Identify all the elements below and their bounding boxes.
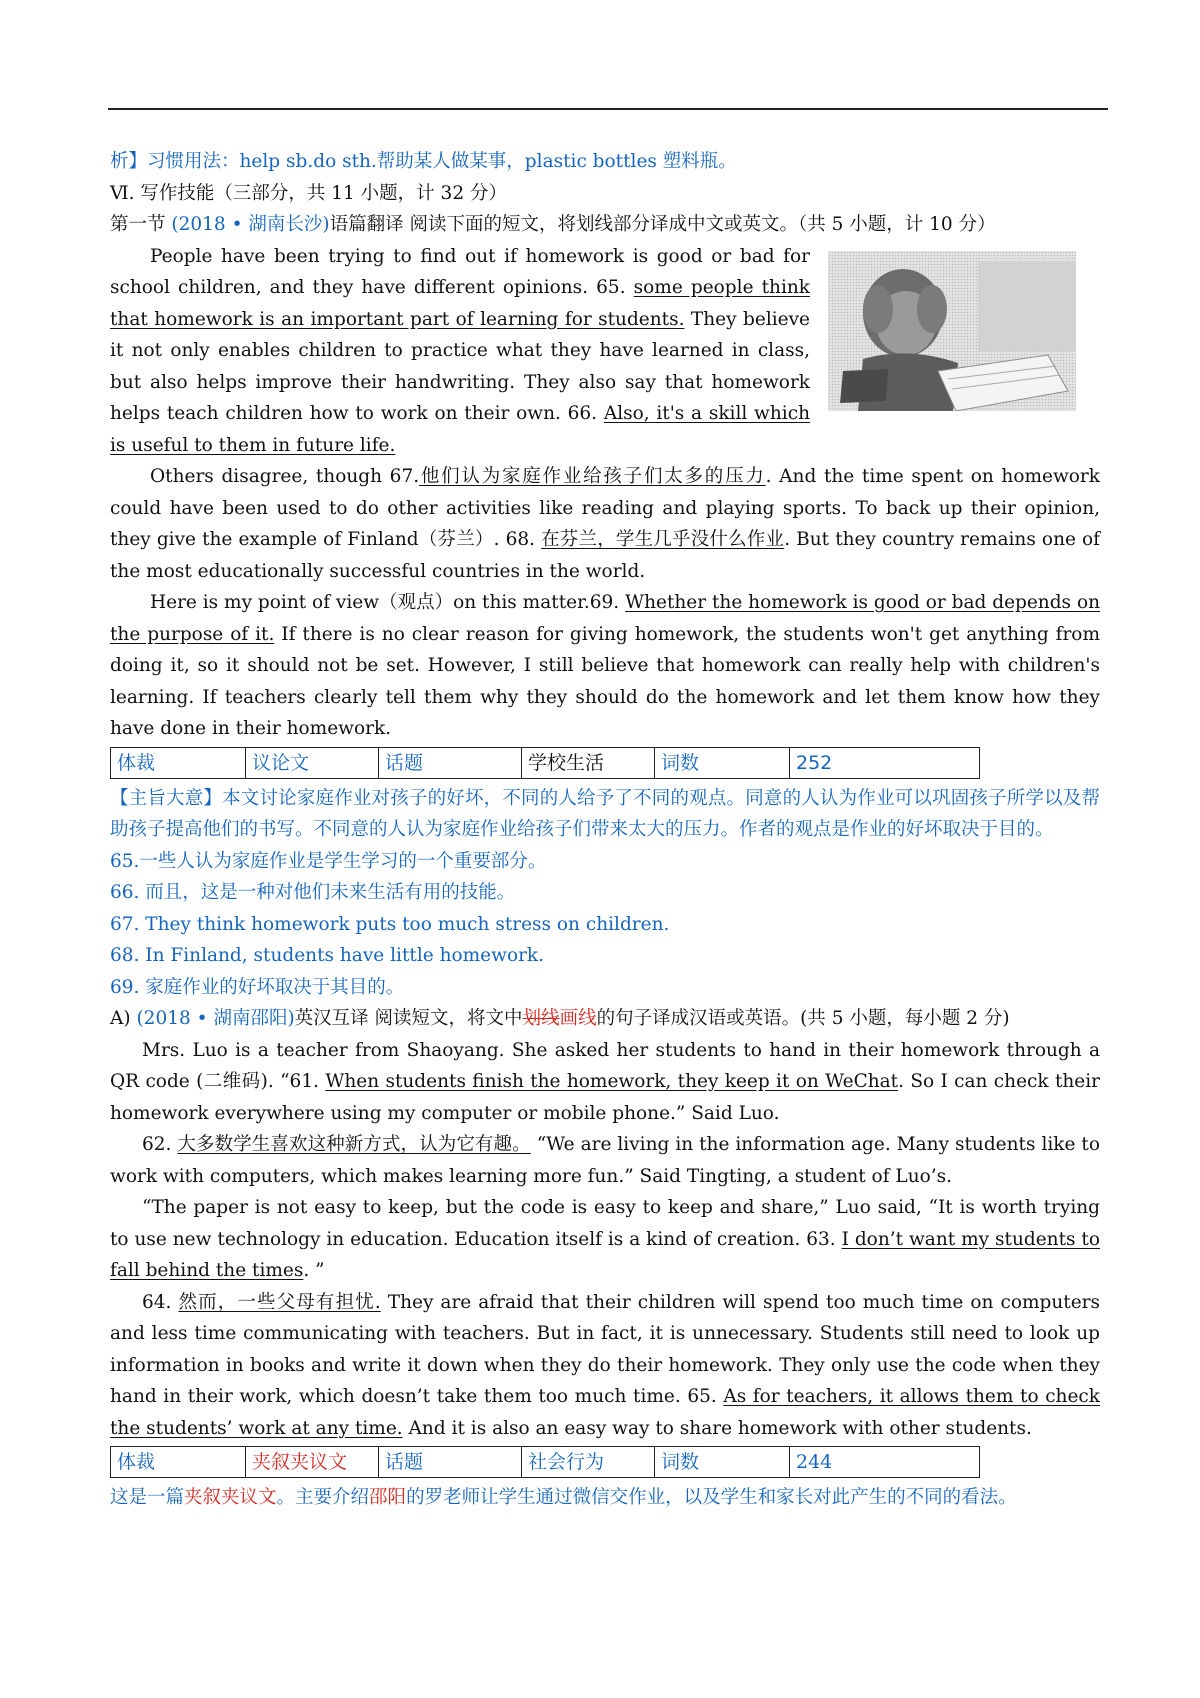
p1-text-a: People have been trying to find out if homework is good or bad for school children, and they have different opinions. 65. — [110, 245, 810, 298]
p3-text-b: If there is no clear reason for giving homework, the students won't get anything from doing it, so it should not be set. However, I still believe that homework can really help with children's learning. If teachers clearly tell them why they should do the homework and let them know how they have done in their homework. — [110, 623, 1100, 739]
corrected-word: 画线 — [559, 1008, 597, 1029]
p3-text-a: Here is my point of view（观点）on this matter.69. — [150, 592, 626, 613]
p2-text-b: . And the time spent on homework could have been used to do other activities like reading and playing sports. To back up their opinion, they give the example of Finland（芬兰）. 68. — [110, 466, 1100, 550]
boy-doing-homework-photo — [828, 251, 1076, 411]
pa4-text-c: And it is also an easy way to share homework with other students. — [402, 1417, 1032, 1439]
count-label: 词数 — [655, 747, 790, 778]
part-a-paragraph-1 — [110, 1035, 1100, 1130]
topic-label: 话题 — [379, 747, 522, 778]
part-a-label: A) — [110, 1008, 131, 1029]
analysis-line: 析】习惯用法：help sb.do sth.帮助某人做某事，plastic bottles 塑料瓶。 — [110, 151, 737, 172]
pa4-text-b: They are afraid that their children will spend too much time on computers and less time communicating with teachers. But in fact, it is unnecessary. Students still need to look up information in books and write it down when they do their homework. They only use the code when they hand in their work, which doesn’t take them too much time. 65. — [110, 1291, 1100, 1407]
underlined-63: I don’t want my students to fall behind the times — [110, 1228, 1100, 1281]
part1-source: (2018 • 湖南长沙) — [171, 214, 330, 235]
count-label: 词数 — [655, 1447, 790, 1478]
answer-66: 66. 而且，这是一种对他们未来生活有用的技能。 — [110, 882, 516, 903]
topic-value: 学校生活 — [522, 747, 655, 778]
summary-text-c: 的罗老师让学生通过微信交作业，以及学生和家长对此产生的不同的看法。 — [406, 1487, 1017, 1508]
pa3-text-a: “The paper is not easy to keep, but the code is easy to keep and share,” Luo said, “It is worth trying to use new technology in education. Education itself is a kind of creation. 63. — [110, 1197, 1100, 1250]
genre-value: 夹叙夹议文 — [246, 1447, 379, 1478]
underlined-62: 大多数学生喜欢这种新方式，认为它有趣。 — [177, 1134, 531, 1155]
part-a-paragraph-2 — [110, 1129, 1100, 1192]
genre-value: 议论文 — [246, 747, 379, 778]
part-a-source: (2018 • 湖南邵阳) — [136, 1008, 295, 1029]
summary-red-place: 邵阳 — [369, 1487, 407, 1508]
summary-text-a: 这是一篇 — [110, 1487, 185, 1508]
part1-summary: 【主旨大意】本文讨论家庭作业对孩子的好坏，不同的人给予了不同的观点。同意的人认为作业可以巩固孩子所学以及帮助孩子提高他们的书写。不同意的人认为家庭作业给孩子们带来太大的压力。作者的观点是作业的好坏取决于目的。 — [110, 787, 1100, 840]
count-value: 252 — [790, 747, 980, 778]
underlined-67: 他们认为家庭作业给孩子们太多的压力 — [419, 466, 766, 487]
summary-text-b: 。主要介绍 — [276, 1487, 370, 1508]
answer-67: 67. They think homework puts too much stress on children. — [110, 913, 670, 935]
part-a-heading — [110, 1003, 1100, 1035]
part1-info-table — [110, 747, 980, 779]
underlined-64: 然而，一些父母有担忧. — [178, 1291, 381, 1313]
underlined-65-a: As for teachers, it allows them to check the students’ work at any time. — [110, 1386, 1100, 1439]
summary-red-genre: 夹叙夹议文 — [184, 1487, 277, 1508]
count-value: 244 — [790, 1447, 980, 1478]
part-a-paragraph-3 — [110, 1192, 1100, 1287]
part-a-info-table — [110, 1446, 980, 1478]
underlined-66: Also, it's a skill which is useful to them in future life. — [110, 403, 811, 456]
pa1-text-b: . So I can check their homework everywhere using my computer or mobile phone.” Said Luo. — [110, 1071, 1101, 1124]
part-a-instruction-a: 英汉互译 阅读短文，将文中 — [294, 1008, 523, 1029]
part-a-summary — [110, 1482, 1100, 1514]
part-a-paragraph-4 — [110, 1287, 1100, 1445]
underlined-61: When students finish the homework, they keep it on WeChat — [325, 1071, 899, 1092]
answer-68: 68. In Finland, students have little homework. — [110, 945, 545, 966]
document-body — [110, 146, 1100, 1514]
topic-label: 话题 — [379, 1447, 522, 1478]
underlined-65: some people think that homework is an important part of learning for students. — [110, 277, 810, 330]
part-a-instruction-b: 的句子译成汉语或英语。(共 5 小题，每小题 2 分) — [596, 1008, 1010, 1029]
struck-word: 划线 — [522, 1008, 560, 1029]
pa2-text-b: “We are living in the information age. Many students like to work with computers, which makes learning more fun.” Said Tingting, a student of Luo’s. — [110, 1134, 1100, 1187]
p2-text-c: . But they country remains one of the most educationally successful countries in the world. — [110, 529, 1100, 582]
pa3-text-b: . ” — [303, 1260, 325, 1281]
answer-65: 65.一些人认为家庭作业是学生学习的一个重要部分。 — [110, 850, 547, 872]
pa1-text-a: Mrs. Luo is a teacher from Shaoyang. She asked her students to hand in their homework through a QR code (二维码). “61. — [110, 1039, 1100, 1092]
p2-text-a: Others disagree, though 67. — [150, 466, 420, 487]
topic-value: 社会行为 — [522, 1447, 655, 1478]
part1-label: 第一节 — [110, 214, 166, 235]
answer-69: 69. 家庭作业的好坏取决于其目的。 — [110, 976, 405, 998]
part1-paragraph-3 — [110, 587, 1100, 745]
genre-label: 体裁 — [111, 747, 246, 778]
underlined-68: 在芬兰，学生几乎没什么作业 — [541, 529, 785, 550]
p1-text-b: They believe it not only enables children to practice what they have learned in class, but also helps improve their handwriting. They also say that homework helps teach children how to work on their own. 66. — [110, 308, 810, 424]
pa4-text-a: 64. — [142, 1291, 179, 1313]
section-vi-title: Ⅵ. 写作技能（三部分，共 11 小题，计 32 分） — [110, 182, 507, 204]
header-rule — [108, 108, 1108, 110]
part1-instruction: 语篇翻译 阅读下面的短文，将划线部分译成中文或英文。（共 5 小题，计 10 分） — [329, 214, 996, 235]
pa2-text-a: 62. — [142, 1134, 178, 1155]
genre-label: 体裁 — [111, 1447, 246, 1478]
part1-paragraph-2 — [110, 461, 1100, 587]
part1-heading — [110, 209, 1100, 241]
underlined-69: Whether the homework is good or bad depends on the purpose of it. — [110, 592, 1100, 645]
